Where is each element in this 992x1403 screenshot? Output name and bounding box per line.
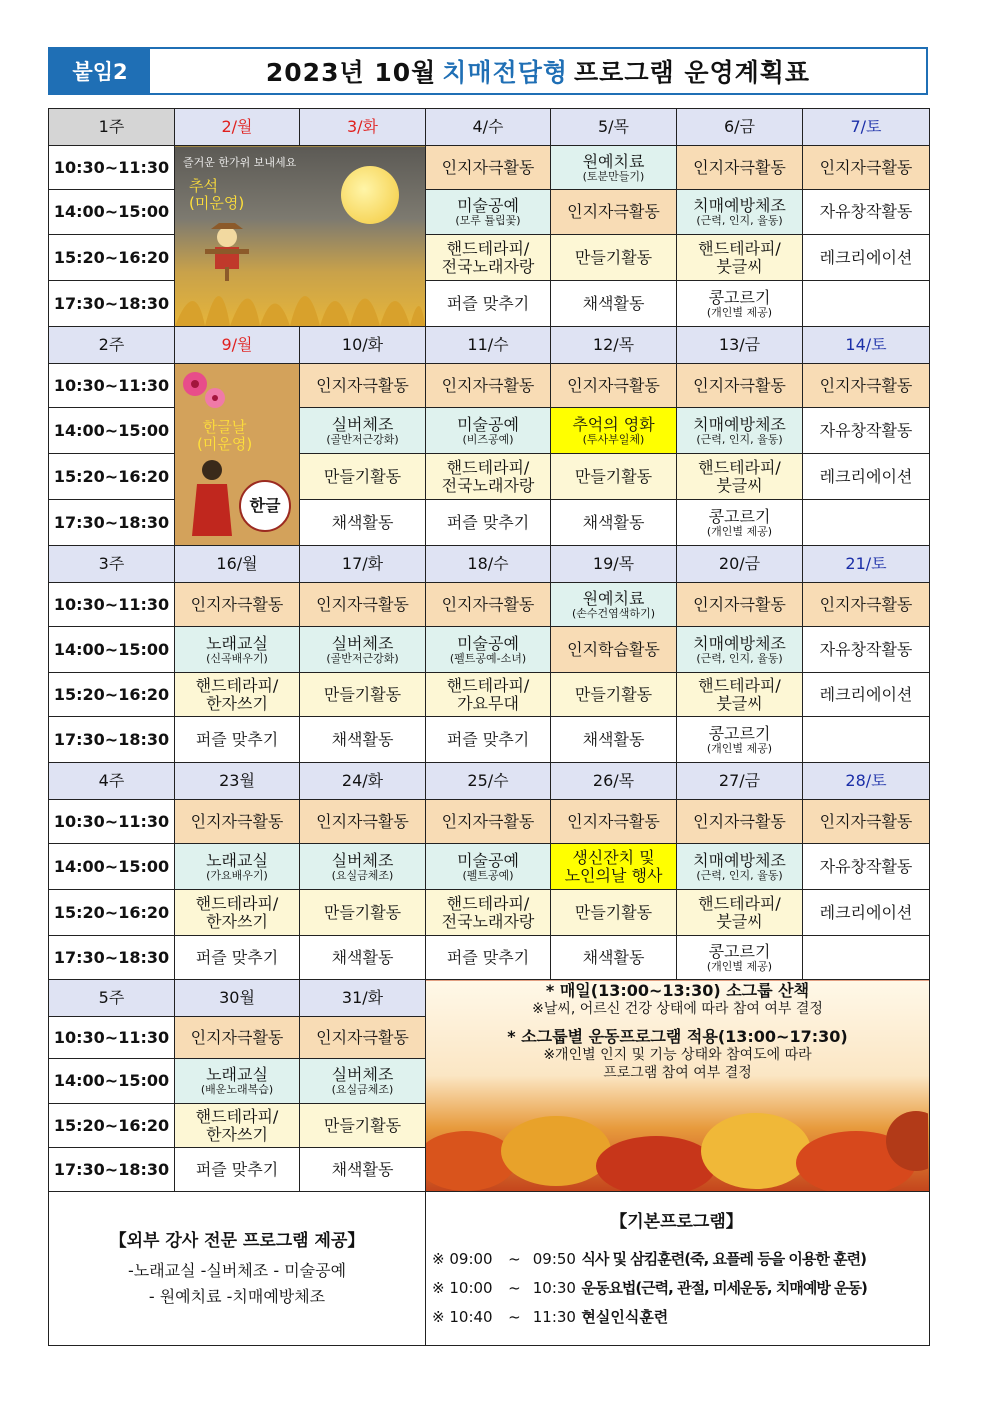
program-cell: 인지자극활동	[426, 146, 551, 190]
program-cell: 만들기활동	[551, 890, 677, 936]
note-exercise-detail: ※개인별 인지 및 기능 상태와 참여도에 따라	[543, 1047, 812, 1063]
chuseok-image	[175, 146, 426, 327]
hangeul-badge: 한글	[239, 480, 291, 532]
time-slot: 10:30~11:30	[49, 800, 175, 844]
program-cell: 인지자극활동	[803, 583, 930, 627]
program-cell: 인지자극활동	[300, 583, 426, 627]
note-walk-detail: ※날씨, 어르신 건강 상태에 따라 참여 여부 결정	[532, 1001, 823, 1017]
day-header: 27/금	[677, 763, 803, 800]
program-cell: 노래교실 (가요배우기)	[175, 844, 300, 890]
program-cell: 퍼즐 맞추기	[426, 936, 551, 980]
day-header: 7/토	[803, 109, 930, 146]
program-cell: 원예치료 (토분만들기)	[551, 146, 677, 190]
program-cell: 채색활동	[300, 936, 426, 980]
image-caption: 즐거운 한가위 보내세요	[183, 156, 297, 169]
program-cell: 인지자극활동	[300, 364, 426, 408]
program-cell: 실버체조 (골반저근강화)	[300, 627, 426, 673]
time-slot: 10:30~11:30	[49, 1017, 175, 1059]
note-exercise-detail: 프로그램 참여 여부 결정	[603, 1065, 752, 1081]
program-cell: 핸드테라피/ 붓글씨	[677, 454, 803, 500]
hangeul-day-image	[175, 364, 300, 546]
day-header: 2/월	[175, 109, 300, 146]
program-cell: 인지자극활동	[677, 583, 803, 627]
program-cell: 만들기활동	[300, 673, 426, 717]
day-header: 4/수	[426, 109, 551, 146]
note-exercise: * 소그룹별 운동프로그램 적용(13:00~17:30)	[507, 1027, 848, 1046]
program-cell: 핸드테라피/ 전국노래자랑	[426, 890, 551, 936]
schedule-table	[48, 108, 930, 1346]
week-label: 5주	[49, 980, 175, 1017]
program-cell: 인지자극활동	[426, 364, 551, 408]
program-cell: 만들기활동	[300, 890, 426, 936]
external-title: 【외부 강사 전문 프로그램 제공】	[109, 1230, 365, 1251]
program-cell: 실버체조 (요실금체조)	[300, 844, 426, 890]
program-cell: 채색활동	[300, 717, 426, 763]
external-list: -노래교실 -실버체조 - 미술공예	[127, 1260, 347, 1280]
external-program-box	[49, 1192, 426, 1346]
time-slot: 15:20~16:20	[49, 673, 175, 717]
time-slot: 10:30~11:30	[49, 364, 175, 408]
program-cell: 핸드테라피/ 붓글씨	[677, 673, 803, 717]
empty-cell	[803, 281, 930, 327]
day-header: 11/수	[426, 327, 551, 364]
week-header-row	[49, 763, 930, 800]
program-cell: 노래교실 (신곡배우기)	[175, 627, 300, 673]
program-cell: 인지자극활동	[426, 800, 551, 844]
program-cell: 치매예방체조 (근력, 인지, 율동)	[677, 844, 803, 890]
day-header: 19/목	[551, 546, 677, 583]
program-cell: 자유창작활동	[803, 627, 930, 673]
program-cell: 퍼즐 맞추기	[175, 1148, 300, 1192]
day-header: 10/화	[300, 327, 426, 364]
day-header: 6/금	[677, 109, 803, 146]
week-label: 2주	[49, 327, 175, 364]
program-cell: 핸드테라피/ 전국노래자랑	[426, 454, 551, 500]
note-walk: * 매일(13:00~13:30) 소그룹 산책	[545, 981, 810, 1000]
time-slot: 14:00~15:00	[49, 844, 175, 890]
time-slot: 15:20~16:20	[49, 454, 175, 500]
day-header: 14/토	[803, 327, 930, 364]
external-list: - 원예치료 -치매예방체조	[148, 1286, 326, 1306]
day-header: 5/목	[551, 109, 677, 146]
empty-cell	[803, 717, 930, 763]
program-cell: 만들기활동	[551, 235, 677, 281]
program-cell: 인지자극활동	[803, 800, 930, 844]
notes	[426, 982, 929, 1082]
week-label: 4주	[49, 763, 175, 800]
autumn-leaves-icon	[426, 1091, 928, 1191]
program-cell: 실버체조 (골반저근강화)	[300, 408, 426, 454]
time-slot: 17:30~18:30	[49, 281, 175, 327]
program-cell: 인지자극활동	[551, 800, 677, 844]
rice-field-icon	[175, 246, 425, 326]
program-cell: 인지학습활동	[551, 627, 677, 673]
program-cell: 레크리에이션	[803, 890, 930, 936]
program-cell: 치매예방체조 (근력, 인지, 율동)	[677, 627, 803, 673]
week-header-row	[49, 327, 930, 364]
day-header: 12/목	[551, 327, 677, 364]
holiday-label: 한글날 (미운영)	[197, 418, 253, 453]
program-cell: 인지자극활동	[803, 146, 930, 190]
time-slot: 14:00~15:00	[49, 627, 175, 673]
program-cell: 인지자극활동	[175, 800, 300, 844]
week-header-row	[49, 109, 930, 146]
day-header: 17/화	[300, 546, 426, 583]
program-cell: 인지자극활동	[677, 800, 803, 844]
king-icon	[187, 456, 237, 536]
attachment-tag: 붙임2	[50, 49, 150, 93]
autumn-notes-panel	[426, 980, 930, 1192]
time-slot: 17:30~18:30	[49, 500, 175, 546]
time-slot: 17:30~18:30	[49, 717, 175, 763]
day-header: 16/월	[175, 546, 300, 583]
day-header: 21/토	[803, 546, 930, 583]
program-cell: 인지자극활동	[677, 146, 803, 190]
program-cell: 만들기활동	[551, 454, 677, 500]
time-slot: 15:20~16:20	[49, 235, 175, 281]
day-header: 25/수	[426, 763, 551, 800]
program-cell: 채색활동	[551, 281, 677, 327]
time-slot: 17:30~18:30	[49, 936, 175, 980]
program-cell: 치매예방체조 (근력, 인지, 율동)	[677, 408, 803, 454]
day-header: 20/금	[677, 546, 803, 583]
day-header: 9/월	[175, 327, 300, 364]
time-slot: 15:20~16:20	[49, 890, 175, 936]
day-header: 28/토	[803, 763, 930, 800]
time-slot: 15:20~16:20	[49, 1104, 175, 1148]
program-cell: 원예치료 (손수건염색하기)	[551, 583, 677, 627]
program-cell: 미술공예 (펠트공예)	[426, 844, 551, 890]
basic-item: ※ 10:40 ~ 11:30 현실인식훈련	[432, 1308, 669, 1326]
day-header: 3/화	[300, 109, 426, 146]
week-label: 1주	[49, 109, 175, 146]
program-cell: 핸드테라피/ 한자쓰기	[175, 673, 300, 717]
time-slot: 17:30~18:30	[49, 1148, 175, 1192]
program-cell: 레크리에이션	[803, 235, 930, 281]
program-cell: 레크리에이션	[803, 673, 930, 717]
program-cell: 콩고르기 (개인별 제공)	[677, 500, 803, 546]
week-label: 3주	[49, 546, 175, 583]
day-header: 30월	[175, 980, 300, 1017]
program-cell: 생신잔치 및 노인의날 행사	[551, 844, 677, 890]
program-cell: 만들기활동	[300, 1104, 426, 1148]
program-cell: 인지자극활동	[803, 364, 930, 408]
program-cell: 인지자극활동	[426, 583, 551, 627]
time-slot: 14:00~15:00	[49, 408, 175, 454]
week-header-row	[49, 980, 930, 1017]
program-cell: 인지자극활동	[175, 1017, 300, 1059]
program-cell: 자유창작활동	[803, 844, 930, 890]
week-header-row	[49, 546, 930, 583]
program-cell: 채색활동	[300, 1148, 426, 1192]
program-cell: 퍼즐 맞추기	[175, 936, 300, 980]
document-header	[48, 47, 928, 95]
flower-icon	[179, 368, 229, 418]
basic-list	[432, 1245, 921, 1332]
day-header: 24/화	[300, 763, 426, 800]
program-cell: 핸드테라피/ 붓글씨	[677, 235, 803, 281]
program-cell: 노래교실 (배운노래복습)	[175, 1059, 300, 1104]
program-cell: 핸드테라피/ 가요무대	[426, 673, 551, 717]
program-cell: 자유창작활동	[803, 190, 930, 235]
program-cell: 인지자극활동	[551, 190, 677, 235]
program-cell: 핸드테라피/ 한자쓰기	[175, 1104, 300, 1148]
program-cell: 인지자극활동	[551, 364, 677, 408]
program-cell: 인지자극활동	[300, 800, 426, 844]
program-cell: 인지자극활동	[677, 364, 803, 408]
empty-cell	[803, 500, 930, 546]
program-cell: 채색활동	[300, 500, 426, 546]
day-header: 23월	[175, 763, 300, 800]
program-cell: 퍼즐 맞추기	[426, 500, 551, 546]
moon-icon	[341, 166, 399, 224]
program-cell: 인지자극활동	[175, 583, 300, 627]
program-cell: 퍼즐 맞추기	[426, 281, 551, 327]
program-cell: 핸드테라피/ 붓글씨	[677, 890, 803, 936]
program-cell: 콩고르기 (개인별 제공)	[677, 281, 803, 327]
basic-item: ※ 09:00 ~ 09:50 식사 및 삼킴훈련(죽, 요플레 등을 이용한 훈련)	[432, 1250, 866, 1268]
program-cell: 채색활동	[551, 500, 677, 546]
time-slot: 14:00~15:00	[49, 1059, 175, 1104]
program-cell: 채색활동	[551, 936, 677, 980]
program-cell: 채색활동	[551, 717, 677, 763]
program-cell: 콩고르기 (개인별 제공)	[677, 936, 803, 980]
time-slot: 10:30~11:30	[49, 583, 175, 627]
program-cell: 퍼즐 맞추기	[175, 717, 300, 763]
program-cell: 만들기활동	[551, 673, 677, 717]
day-header: 26/목	[551, 763, 677, 800]
basic-program-box	[426, 1192, 930, 1346]
program-cell: 실버체조 (요실금체조)	[300, 1059, 426, 1104]
program-cell: 추억의 영화 (투사부일체)	[551, 408, 677, 454]
day-header: 18/수	[426, 546, 551, 583]
empty-cell	[803, 936, 930, 980]
day-header: 31/화	[300, 980, 426, 1017]
program-cell: 자유창작활동	[803, 408, 930, 454]
program-cell: 콩고르기 (개인별 제공)	[677, 717, 803, 763]
basic-title: 【기본프로그램】	[610, 1212, 743, 1232]
program-cell: 치매예방체조 (근력, 인지, 율동)	[677, 190, 803, 235]
page-title: 2023년 10월 치매전담형 프로그램 운영계획표	[265, 58, 811, 87]
program-cell: 만들기활동	[300, 454, 426, 500]
program-cell: 퍼즐 맞추기	[426, 717, 551, 763]
program-cell: 레크리에이션	[803, 454, 930, 500]
day-header: 13/금	[677, 327, 803, 364]
program-cell: 미술공예 (모루 튤립꽃)	[426, 190, 551, 235]
program-cell: 핸드테라피/ 전국노래자랑	[426, 235, 551, 281]
program-cell: 인지자극활동	[300, 1017, 426, 1059]
program-cell: 미술공예 (펠트공예-소녀)	[426, 627, 551, 673]
time-slot: 14:00~15:00	[49, 190, 175, 235]
holiday-label: 추석 (미운영)	[189, 177, 245, 212]
basic-item: ※ 10:00 ~ 10:30 운동요법(근력, 관절, 미세운동, 치매예방 운동)	[432, 1279, 867, 1297]
time-slot: 10:30~11:30	[49, 146, 175, 190]
program-cell: 미술공예 (비즈공예)	[426, 408, 551, 454]
program-cell: 핸드테라피/ 한자쓰기	[175, 890, 300, 936]
